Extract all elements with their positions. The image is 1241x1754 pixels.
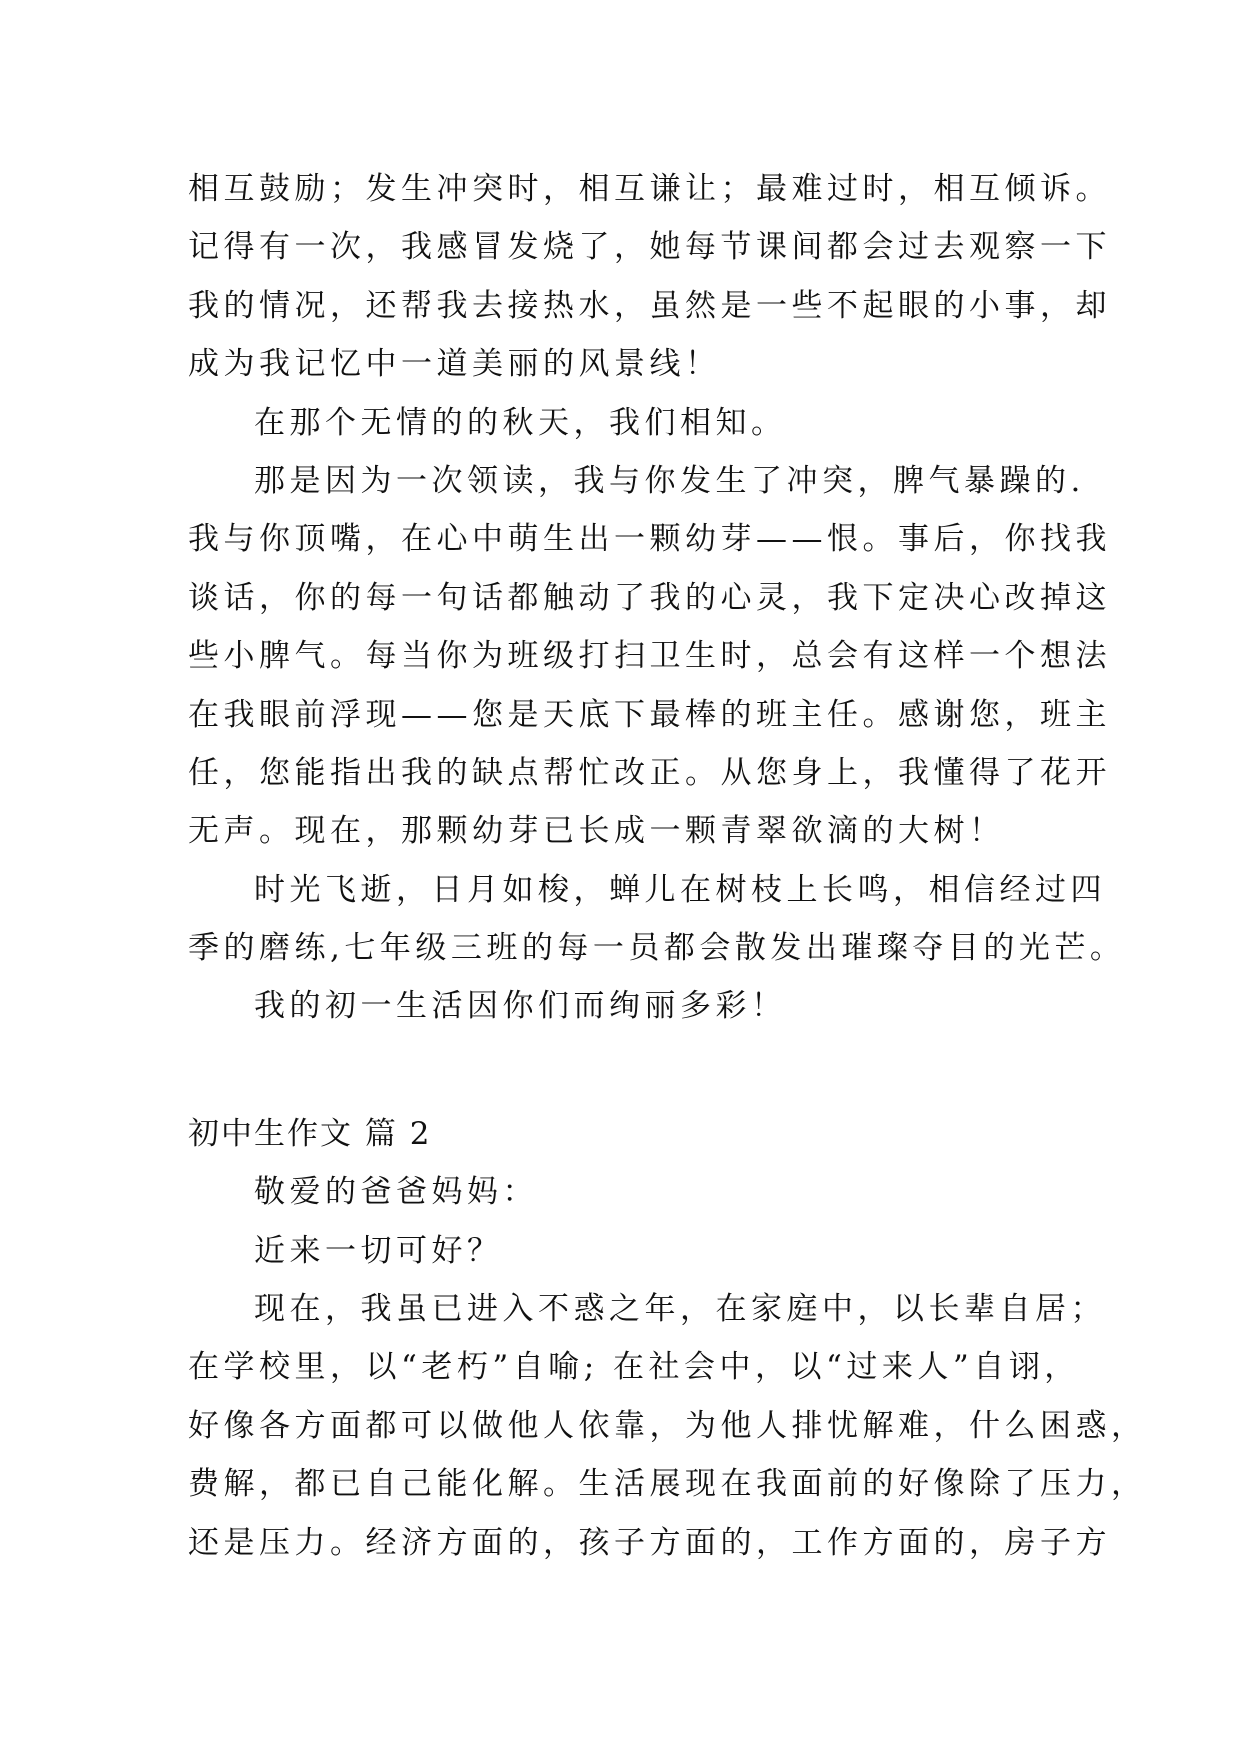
text-line: 敬爱的爸爸妈妈： [254,1174,538,1211]
text-line: 现在，我虽已进入不惑之年，在家庭中，以长辈自居； [254,1291,1106,1328]
text-line: 费解，都已自己能化解。生活展现在我面前的好像除了压力， [188,1466,1147,1503]
text-line: 季的磨练,七年级三班的每一员都会散发出璀璨夺目的光芒。 [188,930,1126,967]
text-line: 那是因为一次领读，我与你发生了冲突，脾气暴躁的. [254,462,1085,499]
essay-heading: 初中生作文 篇 2 [188,1115,432,1152]
text-line: 谈话，你的每一句话都触动了我的心灵，我下定决心改掉这 [188,579,1111,616]
section-gap [188,1036,1068,1105]
text-line: 在我眼前浮现——您是天底下最棒的班主任。感谢您，班主 [188,696,1111,733]
text-line: 相互鼓励；发生冲突时，相互谦让；最难过时，相互倾诉。 [188,171,1111,207]
text-line: 时光飞逝，日月如梭，蝉儿在树枝上长鸣，相信经过四 [254,871,1106,908]
text-line: 我的情况，还帮我去接热水，虽然是一些不起眼的小事，却 [188,287,1111,324]
text-line: 在那个无情的的秋天，我们相知。 [254,404,787,441]
text-line: 记得有一次，我感冒发烧了，她每节课间都会过去观察一下 [188,229,1111,266]
text-line: 还是压力。经济方面的，孩子方面的，工作方面的，房子方 [188,1524,1111,1561]
text-line: 我的初一生活因你们而绚丽多彩！ [254,988,787,1025]
essay-section-1 [188,160,1126,1036]
text-line: 些小脾气。每当你为班级打扫卫生时，总会有这样一个想法 [188,638,1111,675]
text-line: 近来一切可好？ [254,1232,503,1269]
text-line: 成为我记忆中一道美丽的风景线！ [188,346,721,383]
text-line: 我与你顶嘴，在心中萌生出一颗幼芽——恨。事后，你找我 [188,521,1111,558]
text-line: 在学校里，以“老朽”自喻; 在社会中，以“过来人”自诩， [188,1349,1080,1386]
text-line: 好像各方面都可以做他人依靠，为他人排忧解难，什么困惑， [188,1407,1147,1444]
text-line: 任，您能指出我的缺点帮忙改正。从您身上，我懂得了花开 [188,754,1111,791]
document-page [188,160,1147,1572]
essay-section-2 [188,1105,1147,1572]
text-line: 无声。现在，那颗幼芽已长成一颗青翠欲滴的大树！ [188,813,1005,850]
